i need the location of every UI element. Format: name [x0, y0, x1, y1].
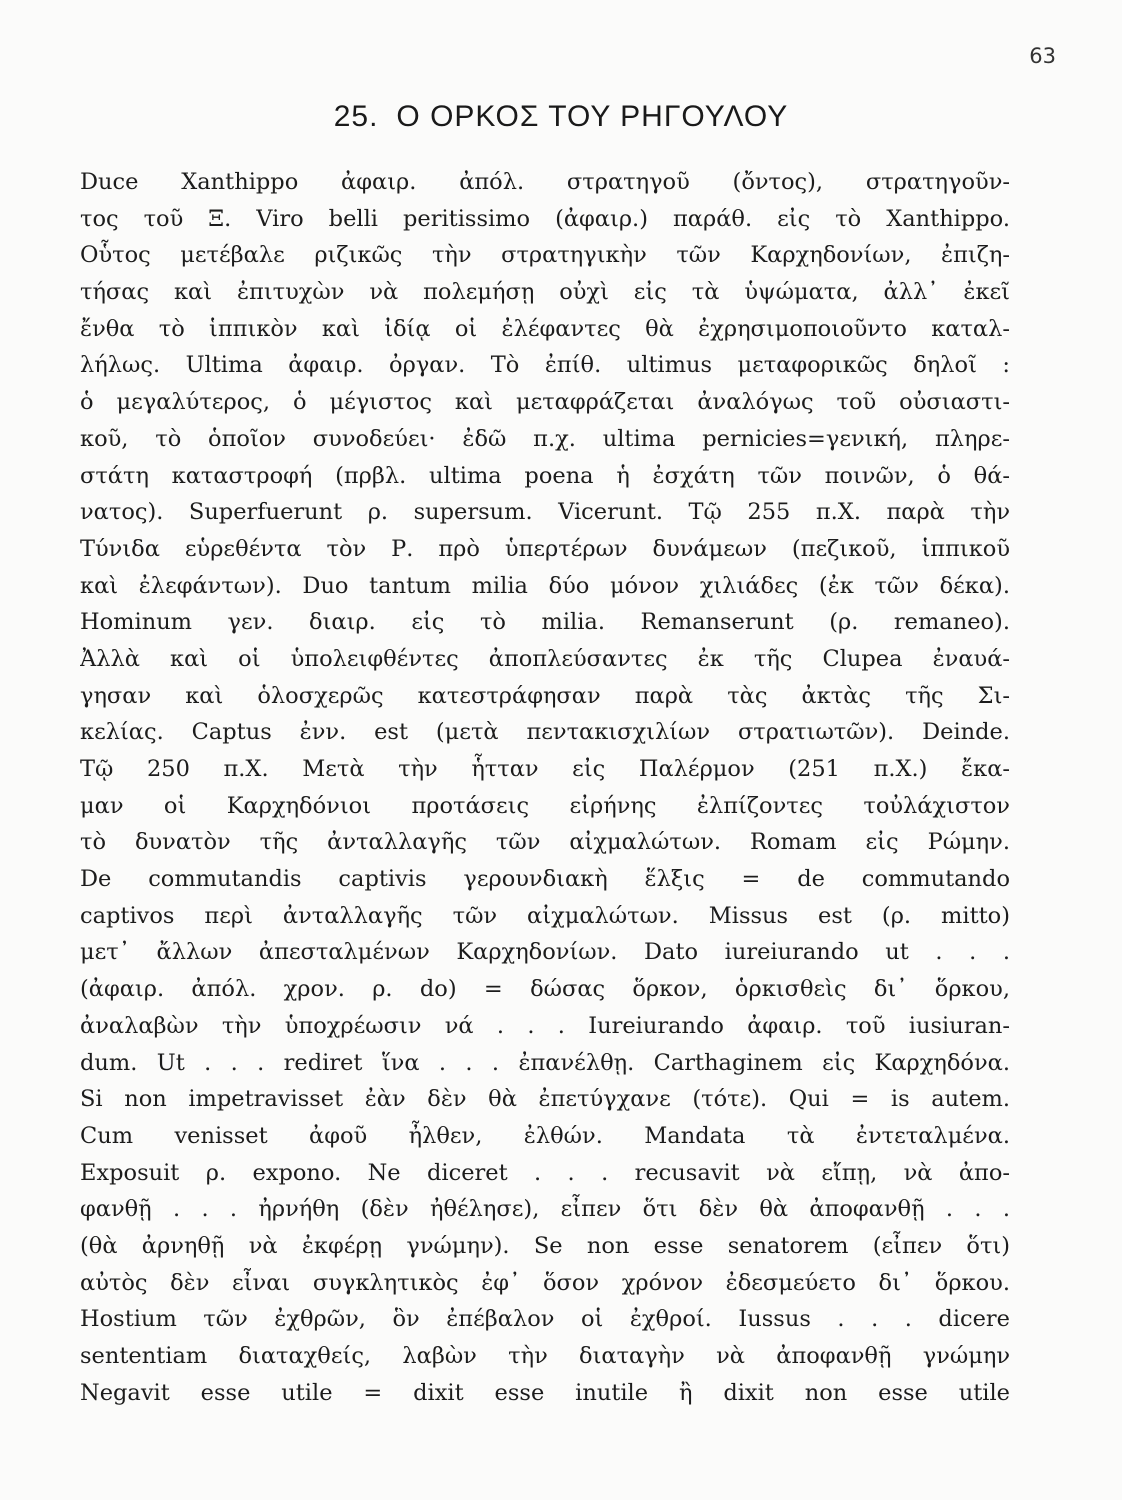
text-line: νατος). Superfuerunt ρ. supersum. Vicerunt. Τῷ 255 π.Χ. παρὰ τὴν	[80, 499, 1010, 526]
text-line: Ἀλλὰ καὶ οἱ ὑπολειφθέντες ἀποπλεύσαντες ἐκ τῆς Clupea ἐναυά-	[80, 645, 1010, 672]
text-line: Τῷ 250 π.Χ. Μετὰ τὴν ἧτταν εἰς Παλέρμον (251 π.Χ.) ἔκα-	[80, 756, 1010, 782]
text-line: φανθῇ . . . ἠρνήθη (δὲν ἠθέλησε), εἶπεν ὅτι δὲν θὰ ἀποφανθῇ . . .	[80, 1196, 1010, 1223]
text-line: ὁ μεγαλύτερος, ὁ μέγιστος καὶ μεταφράζεται ἀναλόγως τοῦ οὐσιαστι-	[80, 389, 1010, 416]
text-line: κοῦ, τὸ ὁποῖον συνοδεύει· ἐδῶ π.χ. ultima pernicies=γενική, πληρε-	[80, 425, 1010, 452]
chapter-number: 25.	[333, 100, 379, 133]
text-line: τὸ δυνατὸν τῆς ἀνταλλαγῆς τῶν αἰχμαλώτων. Romam εἰς Ρώμην.	[80, 829, 1010, 856]
text-line: Hostium τῶν ἐχθρῶν, ὃν ἐπέβαλον οἱ ἐχθροί. Iussus . . . dicere	[80, 1306, 1010, 1333]
text-line: τος τοῦ Ξ. Viro belli peritissimo (ἀφαιρ.) παράθ. εἰς τὸ Xanthippo.	[80, 205, 1010, 232]
text-line: Τύνιδα εὑρεθέντα τὸν Ρ. πρὸ ὑπερτέρων δυνάμεων (πεζικοῦ, ἱππικοῦ	[80, 535, 1010, 562]
text-line: sententiam διαταχθείς, λαβὼν τὴν διαταγὴν νὰ ἀποφανθῇ γνώμην	[80, 1343, 1010, 1369]
text-line: Hominum γεν. διαιρ. εἰς τὸ milia. Remanserunt (ρ. remaneo).	[80, 609, 1010, 636]
text-line: στάτη καταστροφή (πρβλ. ultima poena ἡ ἐσχάτη τῶν ποινῶν, ὁ θά-	[80, 462, 1010, 489]
text-line: Οὗτος μετέβαλε ριζικῶς τὴν στρατηγικὴν τῶν Καρχηδονίων, ἐπιζη-	[80, 242, 1010, 269]
page-number: 63	[1029, 44, 1056, 68]
text-line: γησαν καὶ ὁλοσχερῶς κατεστράφησαν παρὰ τὰς ἀκτὰς τῆς Σι-	[80, 682, 1010, 709]
chapter-heading	[0, 100, 1122, 134]
text-line: ἀναλαβὼν τὴν ὑποχρέωσιν νά . . . Iureiurando ἀφαιρ. τοῦ iusiuran-	[80, 1012, 1010, 1039]
text-line: Negavit esse utile = dixit esse inutile ἢ dixit non esse utile	[80, 1379, 1010, 1406]
text-line: (θὰ ἀρνηθῇ νὰ ἐκφέρῃ γνώμην). Se non esse senatorem (εἶπεν ὅτι)	[80, 1232, 1010, 1259]
text-line: κελίας. Captus ἐνν. est (μετὰ πεντακισχιλίων στρατιωτῶν). Deinde.	[80, 719, 1010, 746]
text-line: Duce Xanthippo ἀφαιρ. ἀπόλ. στρατηγοῦ (ὄντος), στρατηγοῦν-	[80, 169, 1010, 195]
text-line: καὶ ἐλεφάντων). Duo tantum milia δύο μόνον χιλιάδες (ἐκ τῶν δέκα).	[80, 572, 1010, 599]
text-line: τήσας καὶ ἐπιτυχὼν νὰ πολεμήσῃ οὐχὶ εἰς τὰ ὑψώματα, ἀλλ᾽ ἐκεῖ	[80, 279, 1010, 306]
text-line: Si non impetravisset ἐὰν δὲν θὰ ἐπετύγχανε (τότε). Qui = is autem.	[80, 1086, 1010, 1113]
text-line: captivos περὶ ἀνταλλαγῆς τῶν αἰχμαλώτων. Missus est (ρ. mitto)	[80, 902, 1010, 929]
text-line: (ἀφαιρ. ἀπόλ. χρον. ρ. do) = δώσας ὅρκον, ὁρκισθεὶς δι᾽ ὅρκου,	[80, 976, 1010, 1003]
text-line: Exposuit ρ. expono. Ne diceret . . . recusavit νὰ εἴπῃ, νὰ ἀπο-	[80, 1159, 1010, 1186]
text-line: De commutandis captivis γερουνδιακὴ ἕλξις = de commutando	[80, 866, 1010, 893]
text-line: αὐτὸς δὲν εἶναι συγκλητικὸς ἐφ᾽ ὅσον χρόνον ἐδεσμεύετο δι᾽ ὅρκου.	[80, 1269, 1010, 1296]
text-line: μετ᾽ ἄλλων ἀπεσταλμένων Καρχηδονίων. Dato iureiurando ut . . .	[80, 939, 1010, 966]
text-line: ἔνθα τὸ ἱππικὸν καὶ ἰδίᾳ οἱ ἐλέφαντες θὰ ἐχρησιμοποιοῦντο καταλ-	[80, 315, 1010, 342]
chapter-title: Ο ΟΡΚΟΣ ΤΟΥ ΡΗΓΟΥΛΟΥ	[396, 100, 789, 133]
text-line: Cum venisset ἀφοῦ ἦλθεν, ἐλθών. Mandata τὰ ἐντεταλμένα.	[80, 1122, 1010, 1149]
commentary-body	[80, 164, 1010, 1411]
text-line: λήλως. Ultima ἀφαιρ. ὀργαν. Τὸ ἐπίθ. ultimus μεταφορικῶς δηλοῖ :	[80, 352, 1010, 379]
text-line: μαν οἱ Καρχηδόνιοι προτάσεις εἰρήνης ἐλπίζοντες τοὐλάχιστον	[80, 792, 1010, 819]
text-line: dum. Ut . . . rediret ἵνα . . . ἐπανέλθῃ. Carthaginem εἰς Καρχηδόνα.	[80, 1049, 1010, 1076]
